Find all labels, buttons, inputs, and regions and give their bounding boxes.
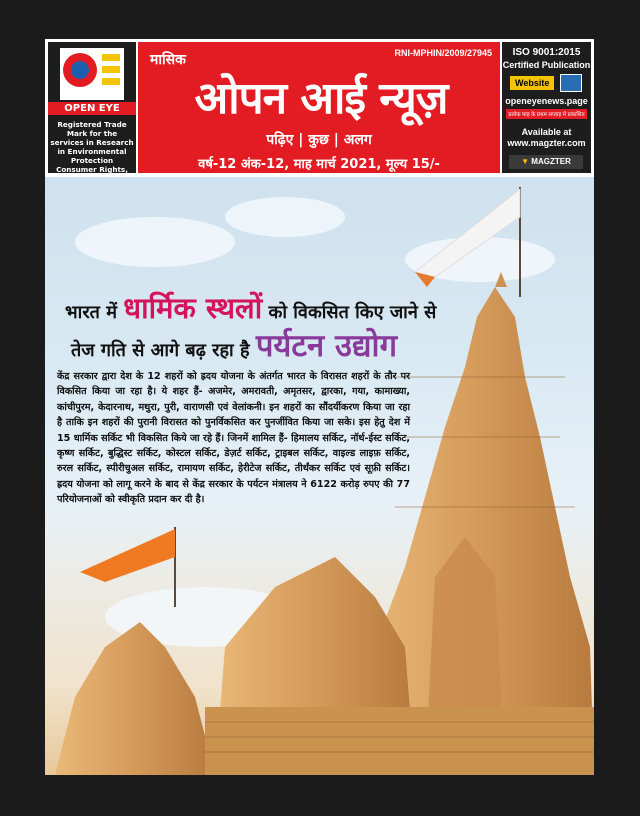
website-button[interactable]: Website [510,76,554,90]
top-flag [405,177,545,297]
iso-label: ISO 9001:2015 [512,47,581,58]
open-eye-logo-block [48,42,136,173]
frequency-label: मासिक [150,52,186,68]
title-banner [138,42,500,173]
headline-2-highlight: पर्यटन उद्योग [255,328,398,364]
masthead [45,39,594,175]
issue-info: वर्ष-12 अंक-12, माह मार्च 2021, मूल्य 15/- [198,157,440,172]
magazine-title: ओपन आई न्यूज़ [194,73,448,124]
orange-flag [75,527,215,607]
website-url[interactable]: openeyenews.page [505,96,588,106]
open-eye-logo-icon [60,48,124,100]
website-globe-icon [560,74,582,92]
rni-number: RNI-MPHIN/2009/27945 [394,48,492,58]
headline-1-pre: भारत में [65,302,117,323]
headline-line-1 [65,288,436,327]
headline-2-pre: तेज गति से आगे बढ़ रहा है [71,340,250,361]
magzter-logo-icon: ▼ MAGZTER [509,155,583,169]
cover-photo [45,177,594,775]
headline-1-post: को विकसित किए जाने से [268,302,437,323]
headline-1-highlight: धार्मिक स्थलों [123,291,263,325]
logo-description: Registered Trade Mark for the services in Research in Environmental Protection Consumer Rights, [50,120,134,174]
tagline: पढ़िए | कुछ | अलग [266,132,372,148]
certified-label: Certified Publication [502,60,591,70]
headline-line-2 [71,324,397,366]
magazine-cover [45,39,594,775]
publication-note: प्रत्येक माह के प्रथम सप्ताह में प्रकाशित [506,109,587,119]
info-panel [502,42,591,173]
magzter-label: MAGZTER [531,157,571,166]
logo-text: OPEN EYE [48,102,136,115]
availability-text[interactable]: Available at www.magzter.com [507,127,586,148]
article-body: केंद्र सरकार द्वारा देश के 12 शहरों को ह्रदय योजना के अंतर्गत भारत के विरासत शहरों के तौर पर विकसित किया जा रहा है। ये शहर हैं- अजमेर, अमरावती, अमृतसर, द्वारका, गया, कामाख्या, कांचीपुरम, केदारनाथ, मथुरा, पुरी, वाराणसी एवं वेलांकनी। इन शहरों का सौंदर्यीकरण किया जा रहा है ताकि इन शहरों की पुरानी विरासत को पुनर्विकसित कर पुनर्जीवित किया जा सके। इस हेतु देश में 15 धार्मिक सर्किट भी विकसित किये जा रहे हैं। जिनमें शामिल हैं- हिमालय सर्किट, नॉर्थ-ईस्ट सर्किट, कृष्ण सर्किट, बुद्धिस्ट सर्किट, कोस्टल सर्किट, डेज़र्ट सर्किट, ट्राइबल सर्किट, वाइल्ड लाइफ़ सर्किट, रुरल सर्किट, स्पीरीचुअल सर्किट, रामायण सर्किट, हेरीटेज सर्किट, तीर्थंकर सर्किट एवं सूफ़ी सर्किट। ह्रदय योजना को लागू करने के बाद से केंद्र सरकार के पर्यटन मंत्रालय ने 6122 करोड़ रुपए की 77 परियोजनाओं को स्वीकृति प्रदान कर दी है। [57,371,410,506]
